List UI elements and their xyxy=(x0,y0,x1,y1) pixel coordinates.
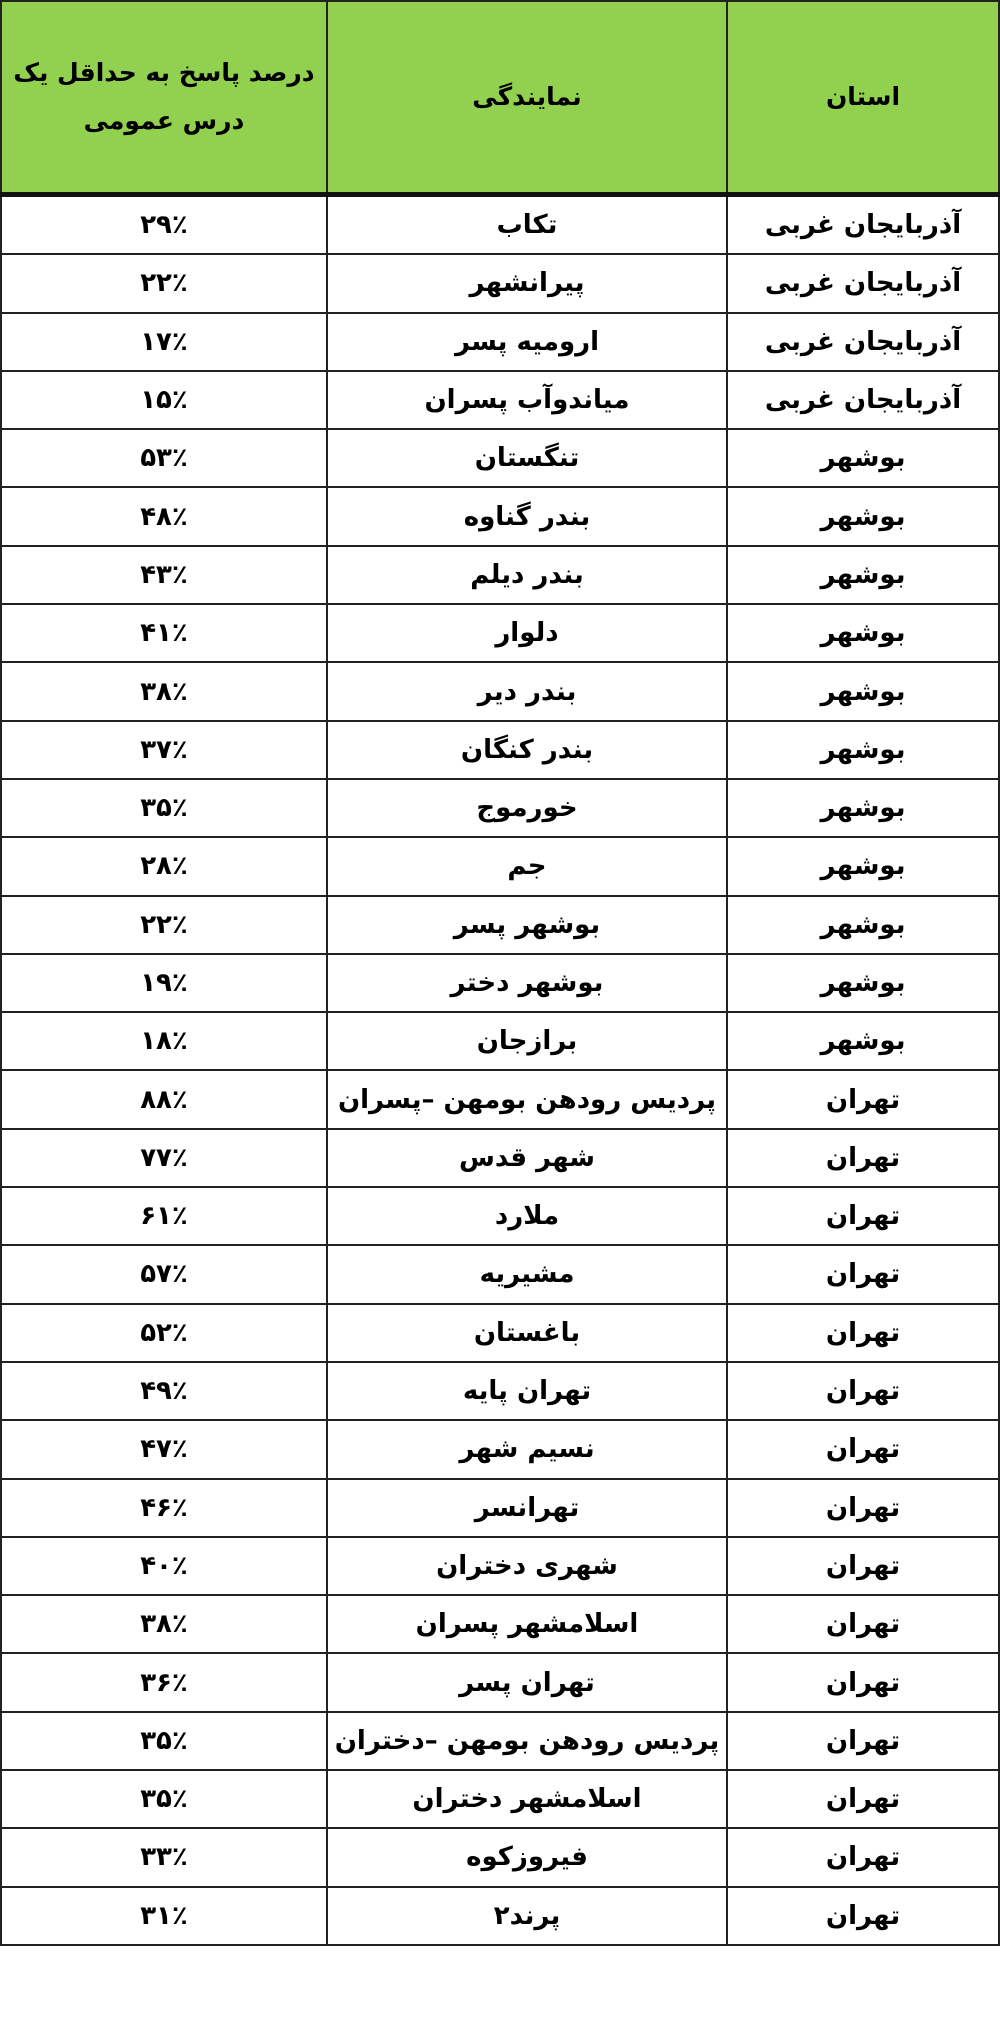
province-cell: بوشهر xyxy=(727,604,999,662)
province-cell: تهران xyxy=(727,1070,999,1128)
agency-cell: ارومیه پسر xyxy=(327,313,727,371)
agency-cell: اسلامشهر پسران xyxy=(327,1595,727,1653)
table-row xyxy=(1,1245,999,1303)
percent-cell: ۴۶٪ xyxy=(1,1479,327,1537)
percent-cell: ۵۲٪ xyxy=(1,1304,327,1362)
table-row xyxy=(1,1653,999,1711)
percent-cell: ۱۵٪ xyxy=(1,371,327,429)
agency-cell: مشیریه xyxy=(327,1245,727,1303)
province-cell: تهران xyxy=(727,1712,999,1770)
agency-cell: ملارد xyxy=(327,1187,727,1245)
table-row xyxy=(1,604,999,662)
table-row xyxy=(1,896,999,954)
province-cell: بوشهر xyxy=(727,487,999,545)
province-cell: تهران xyxy=(727,1129,999,1187)
table-row xyxy=(1,954,999,1012)
agency-cell: پردیس رودهن بومهن –پسران xyxy=(327,1070,727,1128)
percent-cell: ۳۶٪ xyxy=(1,1653,327,1711)
table-body xyxy=(1,195,999,1945)
province-cell: بوشهر xyxy=(727,429,999,487)
percent-cell: ۲۹٪ xyxy=(1,195,327,255)
table-row xyxy=(1,1362,999,1420)
percent-cell: ۵۳٪ xyxy=(1,429,327,487)
province-cell: تهران xyxy=(727,1187,999,1245)
agency-cell: تکاب xyxy=(327,195,727,255)
percent-cell: ۳۵٪ xyxy=(1,1770,327,1828)
province-cell: بوشهر xyxy=(727,1012,999,1070)
percent-cell: ۳۷٪ xyxy=(1,721,327,779)
header-agency: نمایندگی xyxy=(327,1,727,195)
table-row xyxy=(1,1712,999,1770)
percent-cell: ۴۹٪ xyxy=(1,1362,327,1420)
agency-cell: جم xyxy=(327,837,727,895)
agency-cell: تهران پسر xyxy=(327,1653,727,1711)
agency-cell: پیرانشهر xyxy=(327,254,727,312)
province-cell: تهران xyxy=(727,1887,999,1945)
percent-cell: ۱۷٪ xyxy=(1,313,327,371)
province-cell: تهران xyxy=(727,1304,999,1362)
agency-cell: خورموج xyxy=(327,779,727,837)
table-row xyxy=(1,1828,999,1886)
table-row xyxy=(1,429,999,487)
table-row xyxy=(1,371,999,429)
table-row xyxy=(1,487,999,545)
percent-cell: ۸۸٪ xyxy=(1,1070,327,1128)
percent-cell: ۴۳٪ xyxy=(1,546,327,604)
table-row xyxy=(1,1070,999,1128)
percent-cell: ۵۷٪ xyxy=(1,1245,327,1303)
agency-cell: باغستان xyxy=(327,1304,727,1362)
province-cell: بوشهر xyxy=(727,837,999,895)
agency-cell: بوشهر دختر xyxy=(327,954,727,1012)
percent-cell: ۳۸٪ xyxy=(1,1595,327,1653)
percent-cell: ۲۸٪ xyxy=(1,837,327,895)
province-cell: آذربایجان غربی xyxy=(727,195,999,255)
province-cell: تهران xyxy=(727,1828,999,1886)
percent-cell: ۱۹٪ xyxy=(1,954,327,1012)
header-row xyxy=(1,1,999,195)
percent-cell: ۴۱٪ xyxy=(1,604,327,662)
table-row xyxy=(1,195,999,255)
agency-cell: شهر قدس xyxy=(327,1129,727,1187)
percent-cell: ۳۵٪ xyxy=(1,779,327,837)
percent-cell: ۳۸٪ xyxy=(1,662,327,720)
agency-cell: تنگستان xyxy=(327,429,727,487)
percent-cell: ۳۳٪ xyxy=(1,1828,327,1886)
percent-cell: ۷۷٪ xyxy=(1,1129,327,1187)
percent-cell: ۳۱٪ xyxy=(1,1887,327,1945)
table-row xyxy=(1,1187,999,1245)
province-cell: تهران xyxy=(727,1362,999,1420)
province-cell: تهران xyxy=(727,1420,999,1478)
province-cell: بوشهر xyxy=(727,954,999,1012)
percent-cell: ۴۸٪ xyxy=(1,487,327,545)
province-cell: تهران xyxy=(727,1245,999,1303)
agency-cell: بندر کنگان xyxy=(327,721,727,779)
province-cell: تهران xyxy=(727,1653,999,1711)
table-row xyxy=(1,1537,999,1595)
table-row xyxy=(1,1887,999,1945)
percent-cell: ۴۷٪ xyxy=(1,1420,327,1478)
table-row xyxy=(1,1304,999,1362)
percent-cell: ۶۱٪ xyxy=(1,1187,327,1245)
agency-cell: بوشهر پسر xyxy=(327,896,727,954)
agency-cell: تهرانسر xyxy=(327,1479,727,1537)
province-cell: آذربایجان غربی xyxy=(727,254,999,312)
agency-cell: میاندوآب پسران xyxy=(327,371,727,429)
table-row xyxy=(1,546,999,604)
table-row xyxy=(1,779,999,837)
province-cell: بوشهر xyxy=(727,662,999,720)
province-cell: بوشهر xyxy=(727,896,999,954)
province-cell: تهران xyxy=(727,1770,999,1828)
province-cell: تهران xyxy=(727,1537,999,1595)
province-cell: آذربایجان غربی xyxy=(727,313,999,371)
agency-cell: برازجان xyxy=(327,1012,727,1070)
table-row xyxy=(1,1479,999,1537)
percent-cell: ۳۵٪ xyxy=(1,1712,327,1770)
agency-cell: بندر دیلم xyxy=(327,546,727,604)
table-row xyxy=(1,1012,999,1070)
percent-cell: ۱۸٪ xyxy=(1,1012,327,1070)
percent-cell: ۲۲٪ xyxy=(1,896,327,954)
percent-cell: ۲۲٪ xyxy=(1,254,327,312)
agency-cell: نسیم شهر xyxy=(327,1420,727,1478)
agency-cell: فیروزکوه xyxy=(327,1828,727,1886)
table-row xyxy=(1,1420,999,1478)
table-row xyxy=(1,254,999,312)
agency-cell: بندر دیر xyxy=(327,662,727,720)
header-percent: درصد پاسخ به حداقل یک درس عمومی xyxy=(1,1,327,195)
agency-cell: شهری دختران xyxy=(327,1537,727,1595)
table-row xyxy=(1,313,999,371)
table-row xyxy=(1,721,999,779)
header-province: استان xyxy=(727,1,999,195)
agency-cell: تهران پایه xyxy=(327,1362,727,1420)
agency-cell: اسلامشهر دختران xyxy=(327,1770,727,1828)
province-cell: تهران xyxy=(727,1479,999,1537)
province-cell: تهران xyxy=(727,1595,999,1653)
agency-cell: بندر گناوه xyxy=(327,487,727,545)
province-cell: بوشهر xyxy=(727,779,999,837)
province-cell: آذربایجان غربی xyxy=(727,371,999,429)
percent-cell: ۴۰٪ xyxy=(1,1537,327,1595)
agency-cell: پردیس رودهن بومهن –دختران xyxy=(327,1712,727,1770)
province-cell: بوشهر xyxy=(727,546,999,604)
table-row xyxy=(1,837,999,895)
table-row xyxy=(1,1770,999,1828)
table-row xyxy=(1,1595,999,1653)
agency-cell: دلوار xyxy=(327,604,727,662)
table-row xyxy=(1,1129,999,1187)
province-cell: بوشهر xyxy=(727,721,999,779)
agency-cell: پرند۲ xyxy=(327,1887,727,1945)
table-row xyxy=(1,662,999,720)
